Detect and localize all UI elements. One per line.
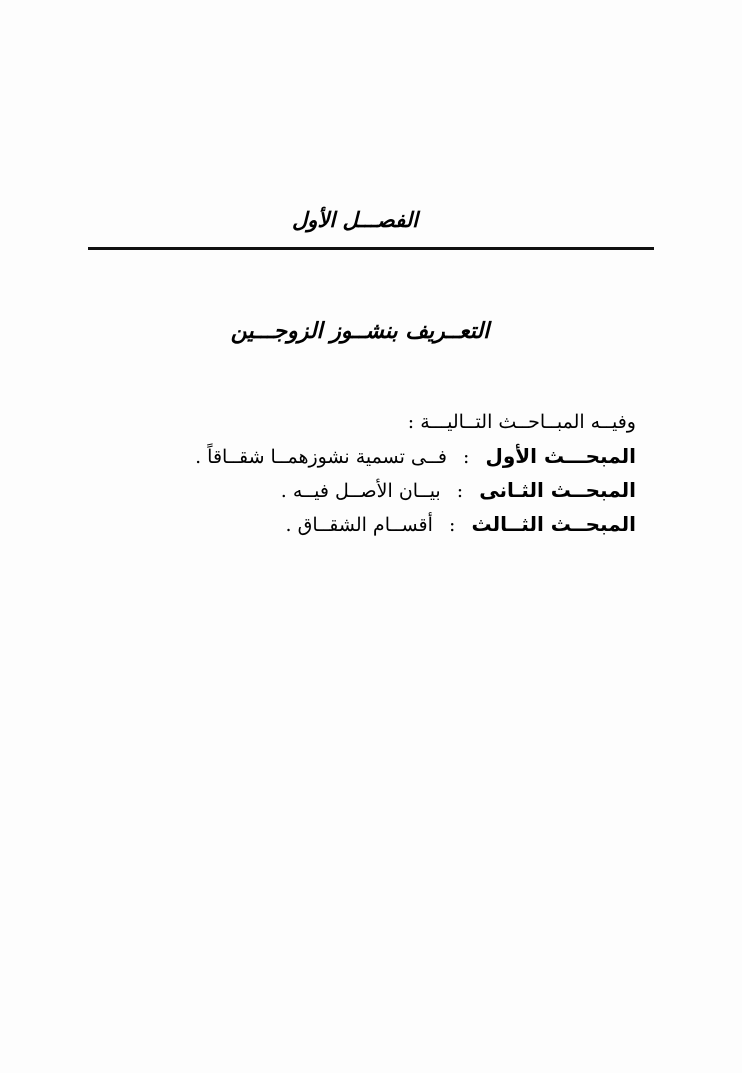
- topic-text: فــى تسمية نشوزهمــا شقــاقاً .: [195, 446, 447, 468]
- topic-separator: :: [463, 446, 470, 468]
- topic-item: [136, 507, 636, 541]
- topic-separator: :: [456, 480, 464, 502]
- intro-line: وفيــه المبــاحــث التــاليـــة :: [407, 411, 636, 433]
- topics-list: [136, 405, 636, 541]
- topic-item: [136, 439, 636, 473]
- horizontal-rule: [88, 247, 654, 250]
- topic-label: المبحــث الثــالث: [471, 512, 636, 536]
- topic-text: أقســام الشقــاق .: [285, 514, 433, 536]
- topic-label: المبحــث الثـانى: [479, 478, 636, 502]
- section-title: التعــريف بنشــوز الزوجـــين: [230, 319, 490, 344]
- topic-item: [136, 473, 636, 507]
- topic-text: بيــان الأصــل فيــه .: [280, 480, 441, 502]
- topic-separator: :: [448, 514, 456, 536]
- topic-label: المبحـــث الأول: [485, 444, 636, 468]
- chapter-title: الفصـــل الأول: [292, 208, 418, 232]
